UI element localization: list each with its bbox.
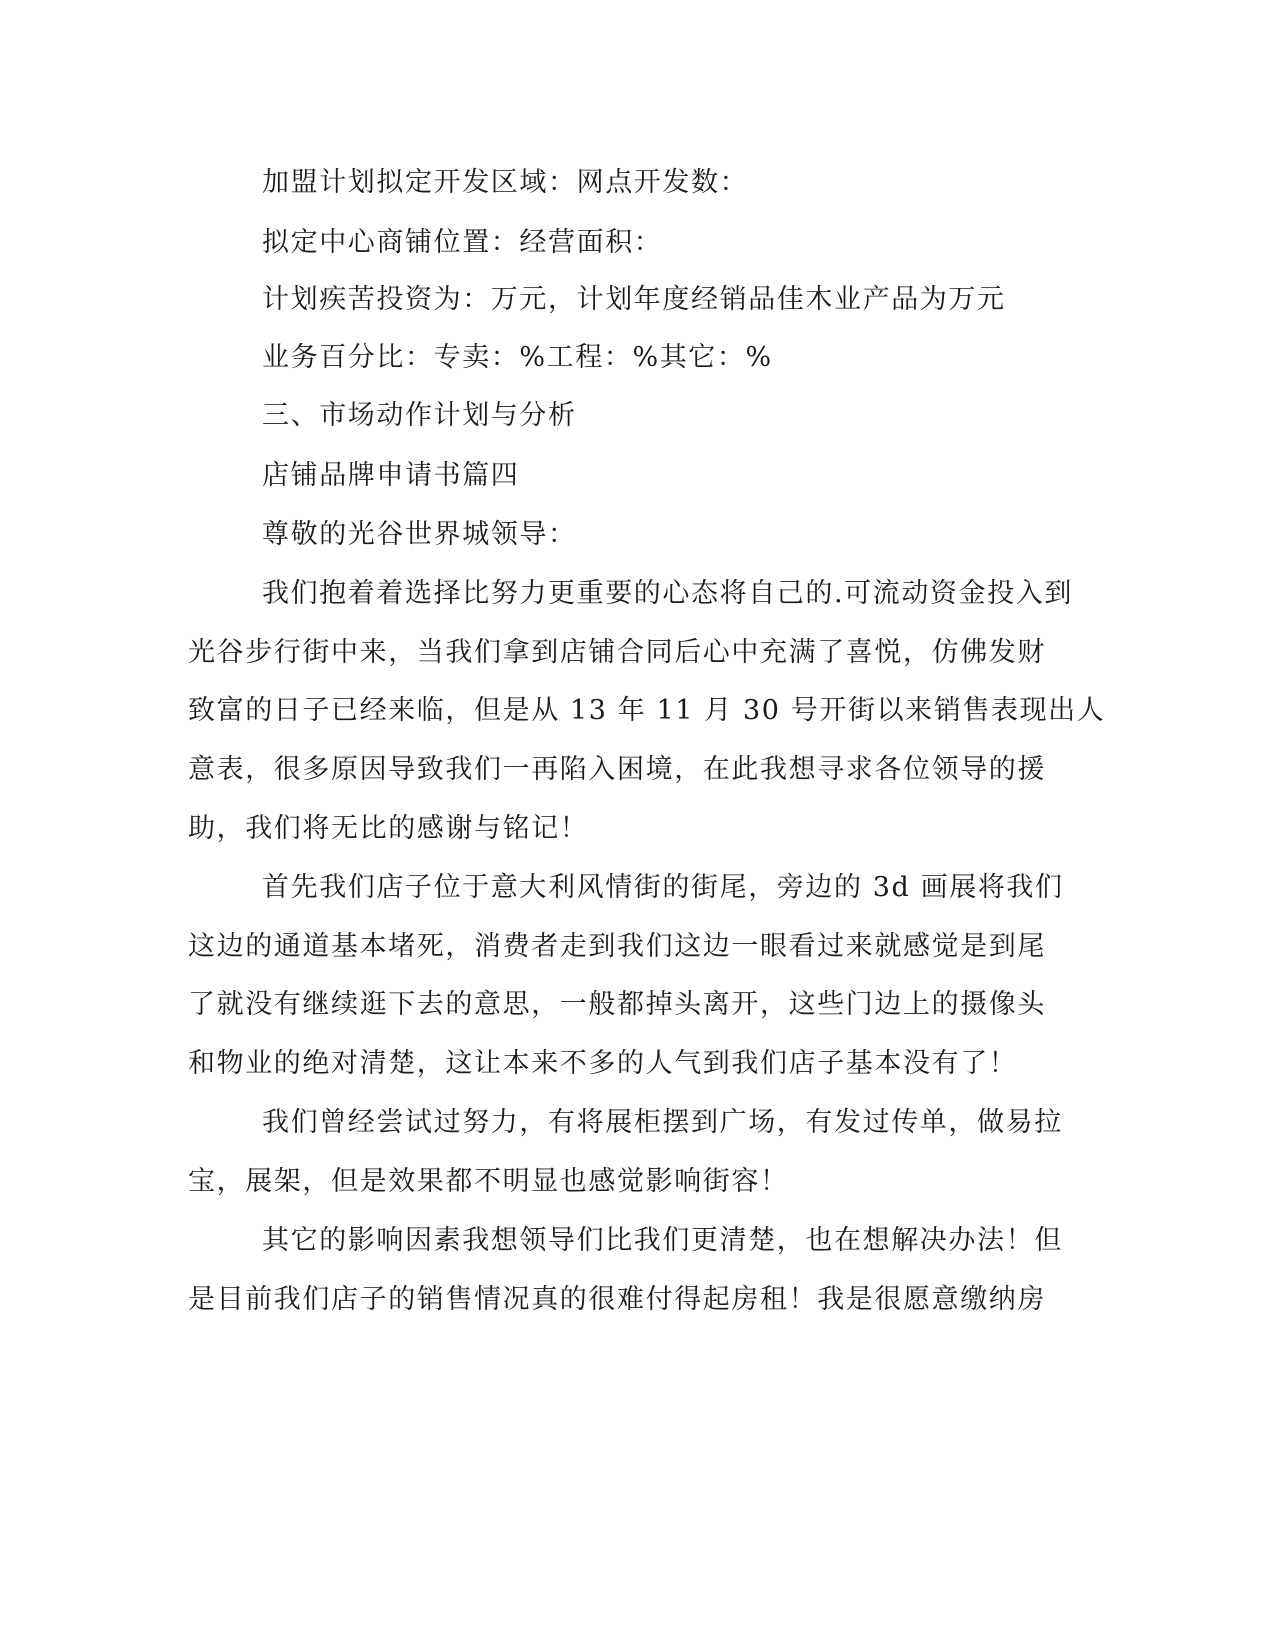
paragraph-line: 意表，很多原因导致我们一再陷入困境，在此我想寻求各位领导的援 bbox=[188, 754, 1046, 785]
letter-title: 店铺品牌申请书篇四 bbox=[262, 460, 520, 491]
section-heading: 三、市场动作计划与分析 bbox=[262, 400, 577, 431]
text-line: 加盟计划拟定开发区域：网点开发数： bbox=[262, 167, 749, 198]
paragraph-line: 致富的日子已经来临，但是从 13 年 11 月 30 号开街以来销售表现出人 bbox=[188, 695, 1106, 726]
letter-salutation: 尊敬的光谷世界城领导： bbox=[262, 519, 577, 550]
paragraph-line: 其它的影响因素我想领导们比我们更清楚，也在想解决办法！但 bbox=[262, 1225, 1063, 1256]
paragraph-line: 和物业的绝对清楚，这让本来不多的人气到我们店子基本没有了！ bbox=[188, 1048, 1018, 1079]
paragraph-line: 助，我们将无比的感谢与铭记！ bbox=[188, 813, 589, 844]
paragraph-line: 是目前我们店子的销售情况真的很难付得起房租！我是很愿意缴纳房 bbox=[188, 1284, 1046, 1315]
paragraph-line: 光谷步行街中来，当我们拿到店铺合同后心中充满了喜悦，仿佛发财 bbox=[188, 637, 1046, 668]
text-line: 业务百分比：专卖：%工程：%其它：% bbox=[262, 342, 773, 373]
paragraph-line: 首先我们店子位于意大利风情街的街尾，旁边的 3d 画展将我们 bbox=[262, 872, 1064, 903]
text-line: 拟定中心商铺位置：经营面积： bbox=[262, 227, 663, 258]
paragraph-line: 这边的通道基本堵死，消费者走到我们这边一眼看过来就感觉是到尾 bbox=[188, 931, 1046, 962]
paragraph-line: 我们曾经尝试过努力，有将展柜摆到广场，有发过传单，做易拉 bbox=[262, 1107, 1063, 1138]
paragraph-line: 宝，展架，但是效果都不明显也感觉影响街容！ bbox=[188, 1166, 789, 1197]
text-line: 计划疾苦投资为：万元，计划年度经销品佳木业产品为万元 bbox=[262, 284, 1006, 315]
paragraph-line: 了就没有继续逛下去的意思，一般都掉头离开，这些门边上的摄像头 bbox=[188, 989, 1046, 1020]
paragraph-line: 我们抱着着选择比努力更重要的心态将自己的.可流动资金投入到 bbox=[262, 578, 1073, 609]
